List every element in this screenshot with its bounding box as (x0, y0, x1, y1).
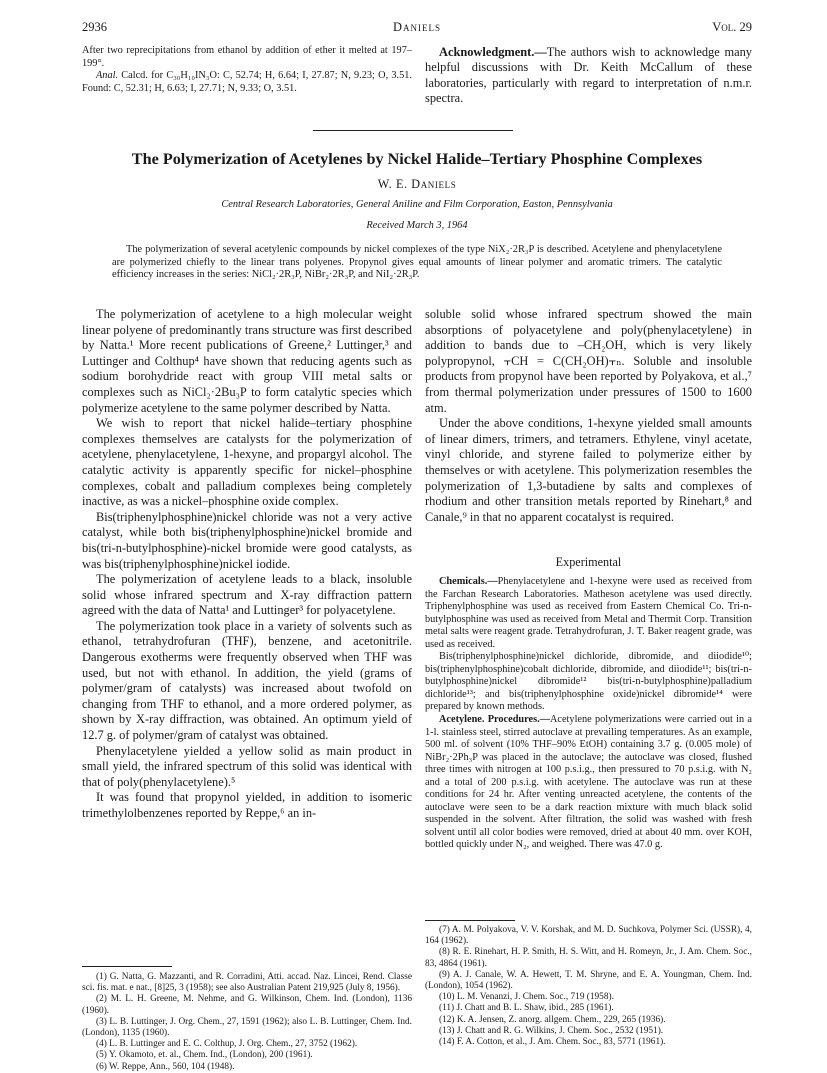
footnote-rule-right (425, 920, 515, 921)
abstract: The polymerization of several acetylenic compounds by nickel complexes of the type NiX₂·2R₃P is described. Acetylene and phenylacetylene are polymerized chiefly to the linear trans polyenes. Propynol gives equal amounts of linear polymer and aromatic trimers. The catalytic efficiency increases in the series: NiCl₂·2R₃P, NiBr₂·2R₃P, and NiI₂·2R₃P. (112, 244, 722, 280)
chemicals-heading: Chemicals.— (439, 576, 498, 587)
body-paragraph: Bis(triphenylphosphine)nickel chloride was not a very active catalyst, while both bis(triphenylphosphine)nickel bromide and bis(tri-n-butylphosphine)-nickel bromide were good catalysts, as was bis(triphenylphosphine)nickel iodide. (82, 509, 412, 571)
footnote: (9) A. J. Canale, W. A. Hewett, T. M. Shryne, and E. A. Youngman, Chem. Ind. (London), 1054 (1962). (425, 969, 752, 992)
footnote-rule-left (82, 966, 172, 967)
body-paragraph: The polymerization of acetylene to a high molecular weight linear polyene of predominantly trans structure was first described by Natta.¹ More recent publications of Greene,² Luttinger,³ and Luttinger and Colthup⁴ have shown that reducing agents such as sodium borohydride react with group VIII metal salts or complexes such as NiCl₂·2Bu₃P to form catalytic species which polymerize acetylene to the same polymer described by Natta. (82, 307, 412, 415)
article-title: The Polymerization of Acetylenes by Nickel Halide–Tertiary Phosphine Complexes (131, 150, 703, 168)
footnote: (11) J. Chatt and B. L. Shaw, ibid., 285 (1961). (439, 1003, 614, 1014)
analysis-text (82, 70, 412, 95)
experimental-section (425, 576, 752, 852)
procedures-paragraph (425, 714, 752, 852)
footnote: (10) L. M. Venanzi, J. Chem. Soc., 719 (1958). (439, 992, 614, 1003)
footnote: (7) A. M. Polyakova, V. V. Korshak, and M. D. Suchkova, Polymer Sci. (USSR), 4, 164 (1962). (425, 925, 752, 947)
footnote: (12) K. A. Jensen, Z. anorg. allgem. Chem., 229, 265 (1936). (439, 1014, 666, 1025)
acknowledgment (425, 45, 752, 107)
body-paragraph: We wish to report that nickel halide–tertiary phosphine complexes themselves are catalysts for the polymerization of acetylene, phenylacetylene, 1-hexyne, and propargyl alcohol. The catalytic activity is apparently specific for nickel–phosphine complexes, cobalt and palladium complexes being completely inactive, as was a nickel–phosphine oxide complex. (82, 416, 412, 509)
article-author: W. E. Daniels (377, 177, 457, 191)
footnote: (2) M. L. H. Greene, M. Nehme, and G. Wilkinson, Chem. Ind. (London), 1136 (1960). (82, 994, 412, 1016)
volume-label: Vol. 29 (712, 20, 752, 34)
acknowledgment-text: The authors wish to acknowledge many helpful discussions with Dr. Keith McCallum of these laboratories, particularly with regard to interpretation of n.m.r. spectra. (425, 45, 752, 106)
chemicals-text: Phenylacetylene and 1-hexyne were used as received from the Farchan Research Laboratories. Matheson acetylene was used directly. Triphenylphosphine was used as received from Eastern Chemical Co. Tri-n-butylphosphine was used as received from Metal and Thermit Corp. Transition metal salts were reagent grade. Tetrahydrofuran, J. T. Baker reagent grade, was used as received. (425, 576, 752, 650)
footnote: (4) L. B. Luttinger and E. C. Colthup, J. Org. Chem., 27, 3752 (1962). (96, 1039, 358, 1050)
footnote: (8) R. E. Rinehart, H. P. Smith, H. S. Witt, and H. Romeyn, Jr., J. Am. Chem. Soc., 83, 4864 (1961). (425, 947, 752, 969)
footnotes-right (425, 925, 752, 1048)
page-header (82, 20, 752, 36)
body-paragraph: The polymerization of acetylene leads to a black, insoluble solid whose infrared spectrum and X-ray diffraction pattern agreed with the data of Natta¹ and Luttinger³ for polyacetylene. (82, 572, 412, 618)
footnote: (6) W. Reppe, Ann., 560, 104 (1948). (96, 1061, 235, 1072)
body-paragraph: The polymerization took place in a variety of solvents such as ethanol, tetrahydrofuran (THF), benzene, and acetonitrile. Dangerous exotherms were frequently observed when THF was used, but not with ethanol. In addition, the yield (grams of polymer/gram of catalysts) was increased about twofold on changing from THF to ethanol, and a more ordered polymer, as shown by X-ray diffraction, was obtained. An optimum yield of 12.7 g. of polymer/gram of catalyst was obtained. (82, 618, 412, 743)
complexes-paragraph: Bis(triphenylphosphine)nickel dichloride, dibromide, and diiodide¹⁰; bis(triphenylphosphine)cobalt dichloride, dibromide, and diiodide¹¹; bis(tri-n-butylphosphine)nickel dibromide¹² bis(tri-n-butylphosphine)palladium dichloride¹³; and bis(triphenylphosphine oxide)nickel dibromide¹⁴ were prepared by known methods. (425, 651, 752, 713)
footnotes-left (82, 972, 412, 1073)
footnote: (3) L. B. Luttinger, J. Org. Chem., 27, 1591 (1962); also L. B. Luttinger, Chem. Ind. (London), 1135 (1960). (82, 1016, 412, 1039)
footnote: (14) F. A. Cotton, et al., J. Am. Chem. Soc., 83, 5771 (1961). (439, 1037, 666, 1048)
article-affiliation: Central Research Laboratories, General Aniline and Film Corporation, Easton, Pennsylvania (221, 199, 613, 210)
chemicals-paragraph (425, 576, 752, 651)
previous-article-end (82, 45, 412, 95)
body-paragraph: soluble solid whose infrared spectrum showed the main absorptions of polyacetylene and poly(phenylacetylene) in addition to bands due to –CH₂OH, which is very likely polypropynol, ⫟CH = C(CH₂OH)⫟ₙ. Soluble and insoluble products from propynol have been reported by Polyakova, et al.,⁷ from thermal polymerization under pressures of 1500 to 1600 atm. (425, 307, 752, 415)
section-divider (313, 130, 513, 131)
footnote: (13) J. Chatt and R. G. Wilkins, J. Chem. Soc., 2532 (1951). (439, 1025, 664, 1036)
body-right-column (425, 307, 752, 525)
procedures-heading: Acetylene. Procedures.— (439, 714, 550, 726)
experimental-heading: Experimental (555, 555, 622, 569)
acknowledgment-heading: Acknowledgment.— (439, 45, 547, 59)
melting-point-text: After two reprecipitations from ethanol by addition of ether it melted at 197–199°. (82, 45, 412, 69)
body-left-column (82, 307, 412, 822)
page-number: 2936 (82, 20, 107, 34)
received-date: Received March 3, 1964 (366, 220, 468, 231)
analysis-values: Calcd. for C₃₀H₁₀IN₃O: C, 52.74; H, 6.64; I, 27.87; N, 9.23; O, 3.51. Found: C, 52.31; H, 6.63; I, 27.71; N, 9.33; O, 3.51. (82, 70, 412, 94)
body-paragraph: Phenylacetylene yielded a yellow solid as main product in small yield, the infrared spectrum of this solid was identical with that of poly(phenylacetylene).⁵ (82, 743, 412, 789)
body-paragraph: Under the above conditions, 1-hexyne yielded small amounts of linear dimers, trimers, and tetramers. Ethylene, vinyl acetate, vinyl chloride, and styrene failed to polymerize either by themselves or with acetylene. This polymerization resembles the polymerization of 1,3-butadiene by salts and complexes of rhodium and other transition metals reported by Rinehart,⁸ and Canale,⁹ in that no apparent cocatalyst is required. (425, 416, 752, 524)
footnote: (1) G. Natta, G. Mazzanti, and R. Corradini, Atti. accad. Naz. Lincei, Rend. Classe sci. fis. mat. e nat., [8]25, 3 (1958); see also Australian Patent 219,925 (July 8, 1956). (82, 972, 412, 994)
footnote: (5) Y. Okamoto, et. al., Chem. Ind., (London), 200 (1961). (96, 1050, 313, 1061)
procedures-text: Acetylene polymerizations were carried out in a 1-l. stainless steel, stirred autoclave at prevailing temperatures. As an example, 500 ml. of solvent (10% THF–90% EtOH) containing 3.7 g. (0.005 mole) of NiBr₂·2Ph₃P was placed in the autoclave; the autoclave was closed, flushed three times with nitrogen at 100 p.s.i.g., then pressured to 70 p.s.i.g. with N₂ and a total of 200 p.s.i.g. with acetylene. The autoclave was run at these conditions for 24 hr. After venting unreacted acetylene, the contents of the autoclave were seen to be a dark reaction mixture with much black solid suspended in the solvent. After filtration, the solid was washed with fresh solvent until all color bodies were removed, dried at about 40 mm. over KOH, bottled quickly under N₂, and weighed. There was 47.0 g. (425, 714, 753, 851)
analysis-label: Anal. (96, 70, 119, 82)
body-paragraph: It was found that propynol yielded, in addition to isomeric trimethylolbenzenes reported by Reppe,⁶ an in- (82, 790, 412, 820)
running-head: Daniels (392, 20, 442, 34)
